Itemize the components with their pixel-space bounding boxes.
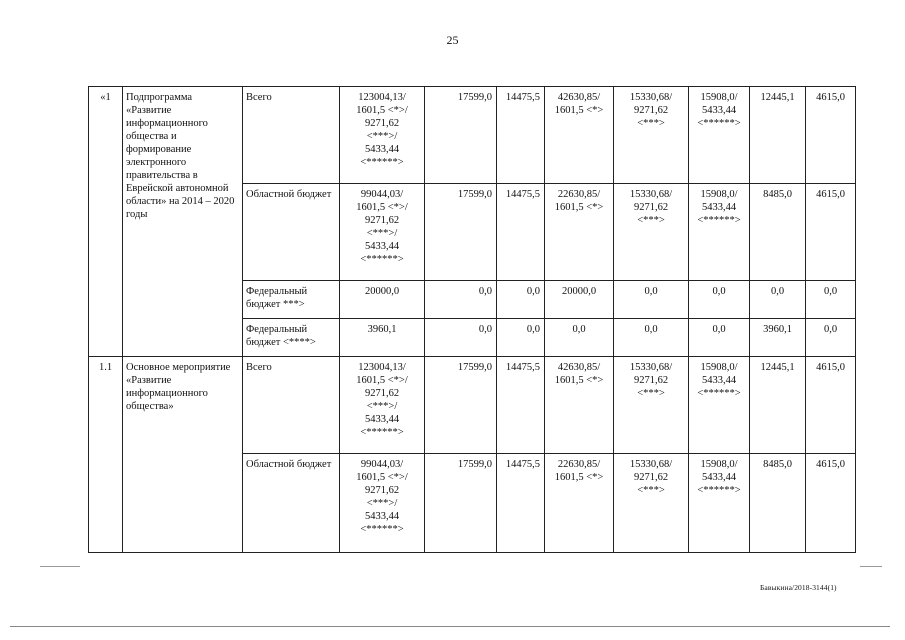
year-amount-cell: 22630,85/ 1601,5 <*> [545, 454, 614, 553]
year-amount-cell: 15330,68/ 9271,62 <***> [614, 357, 689, 454]
year-amount-cell: 17599,0 [425, 87, 497, 184]
year-amount-cell: 4615,0 [806, 184, 856, 281]
funding-source: Федеральный бюджет ***> [243, 281, 340, 319]
year-amount-cell: 4615,0 [806, 454, 856, 553]
program-name: Основное мероприятие «Развитие информационного общества» [123, 357, 243, 553]
year-amount-cell: 4615,0 [806, 357, 856, 454]
budget-table [88, 86, 856, 553]
year-amount-cell: 14475,5 [497, 87, 545, 184]
year-amount-cell: 3960,1 [750, 319, 806, 357]
year-amount-cell: 0,0 [545, 319, 614, 357]
year-amount-cell: 0,0 [689, 319, 750, 357]
year-amount-cell: 17599,0 [425, 357, 497, 454]
year-amount-cell: 15330,68/ 9271,62 <***> [614, 87, 689, 184]
total-amount-cell: 123004,13/ 1601,5 <*>/ 9271,62 <***>/ 5433,44 <******> [340, 357, 425, 454]
year-amount-cell: 15908,0/ 5433,44 <******> [689, 184, 750, 281]
year-amount-cell: 22630,85/ 1601,5 <*> [545, 184, 614, 281]
year-amount-cell: 14475,5 [497, 357, 545, 454]
year-amount-cell: 20000,0 [545, 281, 614, 319]
scan-rule [40, 566, 80, 567]
year-amount-cell: 8485,0 [750, 454, 806, 553]
year-amount-cell: 14475,5 [497, 184, 545, 281]
year-amount-cell: 0,0 [750, 281, 806, 319]
year-amount-cell: 17599,0 [425, 184, 497, 281]
year-amount-cell: 0,0 [614, 281, 689, 319]
year-amount-cell: 0,0 [497, 319, 545, 357]
document-reference: Бавыкина/2018-3144(1) [760, 583, 837, 592]
year-amount-cell: 0,0 [425, 281, 497, 319]
year-amount-cell: 17599,0 [425, 454, 497, 553]
total-amount-cell: 99044,03/ 1601,5 <*>/ 9271,62 <***>/ 5433,44 <******> [340, 454, 425, 553]
year-amount-cell: 12445,1 [750, 87, 806, 184]
year-amount-cell: 14475,5 [497, 454, 545, 553]
year-amount-cell: 15330,68/ 9271,62 <***> [614, 184, 689, 281]
year-amount-cell: 0,0 [689, 281, 750, 319]
year-amount-cell: 15330,68/ 9271,62 <***> [614, 454, 689, 553]
row-number: «1 [89, 87, 123, 357]
table-row [89, 357, 856, 454]
year-amount-cell: 15908,0/ 5433,44 <******> [689, 454, 750, 553]
year-amount-cell: 42630,85/ 1601,5 <*> [545, 357, 614, 454]
total-amount-cell: 3960,1 [340, 319, 425, 357]
funding-source: Всего [243, 87, 340, 184]
year-amount-cell: 0,0 [614, 319, 689, 357]
year-amount-cell: 8485,0 [750, 184, 806, 281]
bottom-rule [10, 626, 890, 627]
table-row [89, 87, 856, 184]
funding-source: Всего [243, 357, 340, 454]
funding-source: Областной бюджет [243, 454, 340, 553]
year-amount-cell: 4615,0 [806, 87, 856, 184]
total-amount-cell: 123004,13/ 1601,5 <*>/ 9271,62 <***>/ 5433,44 <******> [340, 87, 425, 184]
funding-source: Областной бюджет [243, 184, 340, 281]
year-amount-cell: 12445,1 [750, 357, 806, 454]
total-amount-cell: 99044,03/ 1601,5 <*>/ 9271,62 <***>/ 5433,44 <******> [340, 184, 425, 281]
year-amount-cell: 15908,0/ 5433,44 <******> [689, 357, 750, 454]
year-amount-cell: 0,0 [497, 281, 545, 319]
scan-rule [860, 566, 882, 567]
program-name: Подпрограмма «Развитие информационного общества и формирование электронного правительства в Еврейской автономной области» на 2014 – 2020 годы [123, 87, 243, 357]
total-amount-cell: 20000,0 [340, 281, 425, 319]
year-amount-cell: 42630,85/ 1601,5 <*> [545, 87, 614, 184]
year-amount-cell: 0,0 [425, 319, 497, 357]
year-amount-cell: 0,0 [806, 319, 856, 357]
row-number: 1.1 [89, 357, 123, 553]
year-amount-cell: 15908,0/ 5433,44 <******> [689, 87, 750, 184]
page-number: 25 [446, 33, 459, 47]
funding-source: Федеральный бюджет <****> [243, 319, 340, 357]
year-amount-cell: 0,0 [806, 281, 856, 319]
